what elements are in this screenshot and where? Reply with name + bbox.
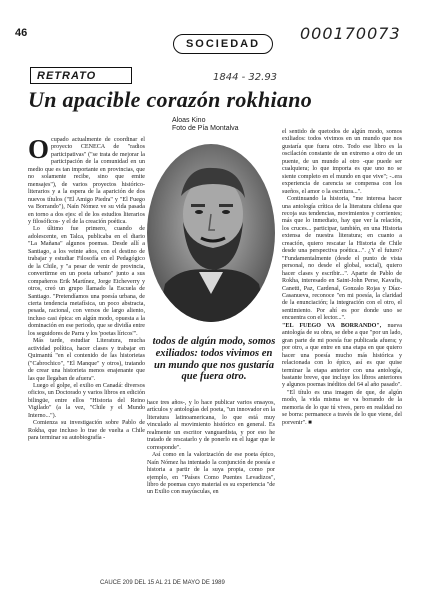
paragraph-text: Más tarde, estudiar Literatura, mucha actividad política, hacer clases y trabajar en Quimantú "en el contenido de las historietas ("Cabrochico", "El Manque" y otros), tratando de crear una historieta menos enajenante que las que llegaban de afuera". (28, 338, 145, 382)
paragraph-text: "El título es una imagen de que, de algún modo, la vida misma se va borrando de la memoria de lo que tú vives, pero en realidad no se borra: permanece a través de lo que viene, del porvenir". ■ (282, 389, 402, 426)
paragraph-text: Luego el golpe, el exilio en Canadá: diversos oficios, un Doctorado y varios libros en edición bilingüe, entre ellos "Historia del Reino Vigilado" (a la vez, "Chile y el Mundo Interno..."). (28, 382, 145, 419)
paragraph (282, 323, 402, 390)
paragraph (28, 338, 145, 383)
kicker-label: RETRATO (30, 67, 132, 84)
headline: Un apacible corazón rokhiano (28, 87, 313, 112)
paragraph-text: Lo último fue primero, cuando de adolescente, en Talca, publicaba en el diario "La Mañana" algunos poemas. Desde allí a Santiago, a los veinte años, con el destino de trabajar y estudiar Filosofía en el Pedagógico de la Chile, y "a pesar de venir de provincia, convertirme en un poeta urbano" junto a sus compañeros Erik Martínez, Jorge Etcheverry y otros, creó un grupo llamado la Escuela de Santiago. "Pretendíamos una poesía urbana, de cierta tendencia metafísica, un poco abstracta, pesada, racional, con versos de largo aliento, incluso casi épica: en algún modo, opuesta a la dominación en ese periodo, que se dividía entre los seguidores de Parra y los 'poetas líricos'". (28, 226, 145, 337)
drop-cap: O (28, 134, 50, 164)
pull-quote: todos de algún modo, somos exiliados: todos vivimos en un mundo que nos gustaría que fuera otro. (152, 336, 276, 383)
author-portrait-photo (147, 144, 275, 322)
paragraph (28, 420, 145, 442)
paragraph-text: nueva antología de su obra, se debe a que "por un lado, gran parte de mi poesía fue publicada afuera; y por otro, a que entre en una etapa en que quiero hacer una poesía mucho más histórica y relacionada con lo épico, así es que quise terminar la etapa anterior con una antología, bastante breve, que incluye los libros anteriores y algunos poemas inéditos del 64 al año pasado". (282, 322, 403, 389)
paragraph (282, 129, 402, 196)
handwritten-code: 000170073 (300, 24, 401, 43)
paragraph-text: Continuando la historia, "me interesa hacer una antología crítica de la literatura chilena que recoja sus tendencias, movimientos y corrientes; más que lo inmediato, hay que ver la relación, los cruces... participar, también, en una Historia extensa de nuestra literatura; en cuanto a creación, quiero rescatar la Historia de Chile desde una perspectiva poética...". ¿Y el futuro? "Fundamentalmente (desde el punto de vista personal, no desde el global, social), quiero hacer clases y escribir...". Aparte de Pablo de Rokha, interesado en Saint-John Perse, Kavafis, Canetti, Paz, Cardenal, Gonzalo Rojas y Díaz-Casanueva, reconoce "en mi poesía, la claridad de la enunciación; la integración con el otro, el sentimiento. Por ahí es por donde uno se encuentra con el lector...". (282, 196, 402, 322)
page-number: 46 (15, 27, 28, 39)
paragraph (28, 134, 145, 226)
section-label: SOCIEDAD (173, 34, 273, 54)
column-middle-bottom (147, 400, 275, 497)
paragraph (28, 383, 145, 420)
paragraph (147, 452, 275, 497)
page-footer: CAUCE 209 DEL 15 AL 21 DE MAYO DE 1989 (100, 580, 225, 586)
portrait-illustration (147, 144, 275, 322)
column-left (28, 134, 145, 443)
paragraph-text: cupado actualmente de coordinar el proyecto CENECA de "radios participativas" ("se trata de mejorar la participación de la comunidad en un medio que es tan importante en provincias, que no solamente recibe, sino que emite mensajes"), de varios proyectos histórico-literarios y a la espera de la aparición de dos nuevos títulos ("El Amigo Piedra" y "El Fuego va Borrando"), Naín Nómez ve su vida pasada en torno a dos ejes: el de los estudios literarios y filosóficos- y el de la creación poética. (28, 137, 145, 225)
paragraph-text: Comienza su investigación sobre Pablo de Rokha, que incluso lo trae de vuelta a Chile para terminar su autobiografía - (28, 420, 145, 442)
photo-credit: Foto de Pía Montalva (172, 125, 239, 132)
paragraph (147, 400, 275, 452)
paragraph-text: el sentido de quetodos de algún modo, somos exiliados: todos vivimos en un mundo que nos gustaría que fuera otro. Todo ese libro es la oscilación constante de un extremo a otro de un puente, de un mundo al otro -que puede ser cualquiera; lo que importa es que uno no se siente completo en el mundo en que vive"; -..era experiencia de carencia se compensa con los sueños, el amor o la escritura...". (282, 129, 402, 195)
paragraph (28, 226, 145, 338)
paragraph-text: hace tres años-, y lo hace publicar varios ensayos, artículos y antologías del poeta, "un innovador en la literatura latinoamericana, lo que está muy vinculado al movimiento histórico en general. Es realmente un escritor vanguardista, y por eso he tratado de rescatarlo y de ponerlo en el lugar que le corresponde". (147, 400, 275, 451)
paragraph (282, 390, 402, 427)
author-name: Aloas Kino (172, 117, 206, 124)
handwritten-year: 1844 - 32.93 (213, 72, 278, 83)
paragraph (282, 196, 402, 323)
bold-lead-in: "EL FUEGO VA BORRANDO", (282, 322, 382, 329)
column-right (282, 129, 402, 427)
paragraph-text: Así como en la valorización de ese poeta épico, Naín Nómez ha intentado la conjunción de poesía e historia a partir de la suya propia, como por ejemplo, en "Países Como Puentes Levadizos", libro de poemas cuyo material es su experiencia "de un Exilio con mayúsculas, en (147, 452, 275, 496)
byline (172, 117, 272, 133)
